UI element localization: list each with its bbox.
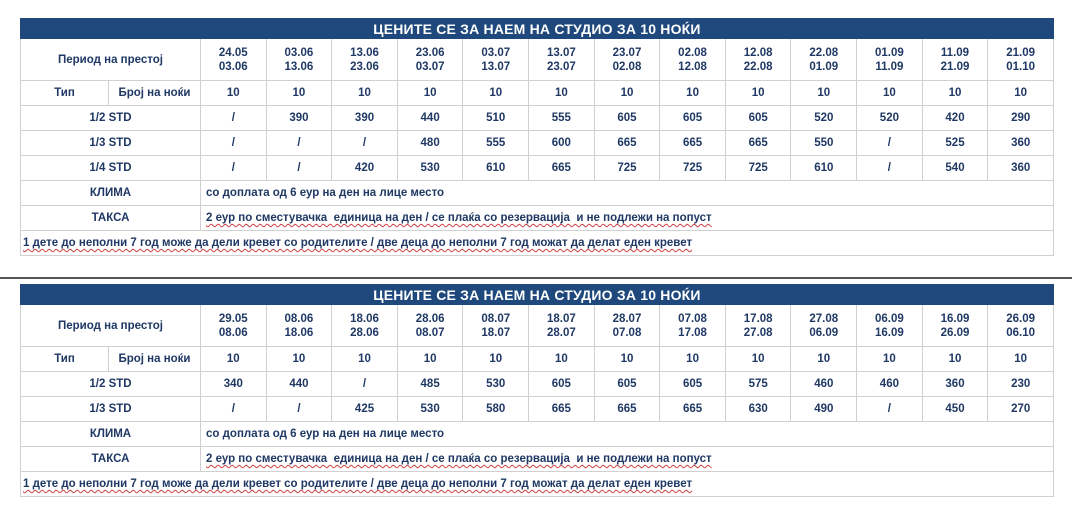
price-cell: 270: [988, 397, 1054, 422]
period-end: 13.06: [284, 60, 314, 73]
price-cell: 665: [725, 131, 791, 156]
price-cell: 485: [397, 372, 463, 397]
price-cell: 605: [529, 372, 595, 397]
period-end: 13.07: [481, 60, 511, 73]
type-label: Тип: [21, 347, 109, 372]
price-cell: 390: [332, 106, 398, 131]
period-end: 28.06: [350, 326, 379, 339]
period-start: 03.06: [284, 46, 314, 59]
period-start: 17.08: [743, 312, 773, 325]
table-title: ЦЕНИТЕ СЕ ЗА НАЕМ НА СТУДИО ЗА 10 НОЌИ: [21, 19, 1054, 39]
period-end: 18.07: [481, 326, 511, 339]
price-cell: 665: [594, 131, 660, 156]
price-cell: 530: [463, 372, 529, 397]
price-cell: 725: [725, 156, 791, 181]
period-cell: [332, 305, 398, 347]
period-end: 11.09: [875, 60, 904, 73]
nights-cell: 10: [660, 347, 726, 372]
period-end: 06.09: [809, 326, 839, 339]
nights-cell: 10: [332, 81, 398, 106]
price-cell: /: [857, 131, 923, 156]
price-cell: 520: [791, 106, 857, 131]
klima-text: со доплата од 6 еур на ден на лице место: [201, 422, 1054, 447]
nights-cell: 10: [791, 347, 857, 372]
period-cell: [266, 305, 332, 347]
price-cell: 230: [988, 372, 1054, 397]
period-cell: [529, 39, 595, 81]
table-title: ЦЕНИТЕ СЕ ЗА НАЕМ НА СТУДИО ЗА 10 НОЌИ: [21, 285, 1054, 305]
period-end: 07.08: [612, 326, 642, 339]
price-cell: 530: [397, 156, 463, 181]
period-start: 28.06: [415, 312, 445, 325]
period-cell: [397, 39, 463, 81]
period-end: 06.10: [1006, 326, 1036, 339]
price-cell: /: [266, 397, 332, 422]
nights-cell: 10: [922, 81, 988, 106]
taksa-text: [201, 206, 1054, 231]
price-cell: 425: [332, 397, 398, 422]
period-end: 01.09: [809, 60, 839, 73]
period-cell: [857, 39, 923, 81]
price-cell: 550: [791, 131, 857, 156]
price-cell: /: [857, 397, 923, 422]
price-cell: 605: [660, 372, 726, 397]
price-table-1: [20, 18, 1054, 256]
price-cell: 360: [922, 372, 988, 397]
period-end: 21.09: [940, 60, 970, 73]
period-cell: [463, 39, 529, 81]
period-end: 01.10: [1006, 60, 1036, 73]
price-cell: 665: [660, 397, 726, 422]
nights-cell: 10: [201, 81, 267, 106]
price-cell: 420: [922, 106, 988, 131]
nights-cell: 10: [397, 81, 463, 106]
nights-cell: 10: [529, 347, 595, 372]
price-cell: 290: [988, 106, 1054, 131]
period-cell: [201, 305, 267, 347]
nights-cell: 10: [988, 81, 1054, 106]
period-end: 22.08: [743, 60, 773, 73]
price-cell: /: [266, 156, 332, 181]
period-end: 12.08: [678, 60, 707, 73]
price-cell: /: [201, 156, 267, 181]
nights-cell: 10: [397, 347, 463, 372]
nights-cell: 10: [594, 347, 660, 372]
nights-cell: 10: [201, 347, 267, 372]
price-cell: 490: [791, 397, 857, 422]
price-cell: 460: [857, 372, 923, 397]
period-end: 26.09: [940, 326, 970, 339]
period-end: 08.06: [218, 326, 248, 339]
period-cell: [988, 305, 1054, 347]
price-cell: 665: [529, 397, 595, 422]
period-end: 03.06: [218, 60, 248, 73]
period-end: 17.08: [678, 326, 707, 339]
period-start: 13.07: [546, 46, 576, 59]
price-cell: 725: [594, 156, 660, 181]
nights-cell: 10: [594, 81, 660, 106]
klima-label: КЛИМА: [21, 181, 201, 206]
nights-label: Број на ноќи: [109, 81, 201, 106]
nights-label: Број на ноќи: [109, 347, 201, 372]
price-cell: 605: [725, 106, 791, 131]
period-end: 23.07: [546, 60, 576, 73]
period-start: 07.08: [678, 312, 707, 325]
period-start: 18.06: [350, 312, 379, 325]
price-cell: 665: [529, 156, 595, 181]
period-start: 02.08: [678, 46, 707, 59]
nights-cell: 10: [725, 81, 791, 106]
period-label: Период на престој: [21, 39, 201, 81]
price-cell: 600: [529, 131, 595, 156]
period-end: 02.08: [612, 60, 642, 73]
period-start: 16.09: [940, 312, 970, 325]
period-start: 26.09: [1006, 312, 1036, 325]
nights-cell: 10: [463, 81, 529, 106]
period-start: 13.06: [350, 46, 379, 59]
price-cell: /: [332, 131, 398, 156]
price-cell: 480: [397, 131, 463, 156]
period-cell: [791, 39, 857, 81]
period-start: 11.09: [940, 46, 970, 59]
price-cell: /: [857, 156, 923, 181]
period-end: 27.08: [743, 326, 773, 339]
price-cell: 610: [463, 156, 529, 181]
price-cell: 580: [463, 397, 529, 422]
price-cell: 360: [988, 156, 1054, 181]
table-row: [21, 372, 1054, 397]
period-end: 03.07: [415, 60, 445, 73]
type-label: Тип: [21, 81, 109, 106]
children-note-text: 1 дете до неполни 7 год може да дели кревет со родителите / две деца до неполни 7 год можат да делат еден кревет: [23, 478, 693, 490]
period-end: 18.06: [284, 326, 314, 339]
period-start: 29.05: [218, 312, 248, 325]
period-cell: [529, 305, 595, 347]
price-cell: 530: [397, 397, 463, 422]
price-cell: 460: [791, 372, 857, 397]
price-cell: 440: [266, 372, 332, 397]
period-cell: [397, 305, 463, 347]
klima-text: со доплата од 6 еур на ден на лице место: [201, 181, 1054, 206]
period-start: 08.06: [284, 312, 314, 325]
price-cell: 555: [529, 106, 595, 131]
period-cell: [857, 305, 923, 347]
period-start: 21.09: [1006, 46, 1036, 59]
taksa-text-span: 2 еур по сместувачка единица на ден / се плаќа со резервација и не подлежи на попуст: [206, 453, 712, 465]
price-cell: 630: [725, 397, 791, 422]
price-cell: 450: [922, 397, 988, 422]
section-divider: [0, 277, 1072, 279]
price-cell: 510: [463, 106, 529, 131]
period-start: 22.08: [809, 46, 839, 59]
price-cell: 520: [857, 106, 923, 131]
taksa-label: ТАКСА: [21, 206, 201, 231]
period-cell: [660, 39, 726, 81]
period-cell: [922, 305, 988, 347]
period-start: 23.07: [612, 46, 642, 59]
table-row: [21, 397, 1054, 422]
period-cell: [988, 39, 1054, 81]
period-start: 01.09: [875, 46, 904, 59]
price-cell: 605: [594, 372, 660, 397]
period-cell: [660, 305, 726, 347]
period-start: 03.07: [481, 46, 511, 59]
price-cell: /: [201, 131, 267, 156]
taksa-text-span: 2 еур по сместувачка единица на ден / се плаќа со резервација и не подлежи на попуст: [206, 212, 712, 224]
period-start: 24.05: [218, 46, 248, 59]
price-cell: 575: [725, 372, 791, 397]
period-cell: [594, 39, 660, 81]
period-end: 08.07: [415, 326, 445, 339]
children-note-text: 1 дете до неполни 7 год може да дели кревет со родителите / две деца до неполни 7 год можат да делат еден кревет: [23, 237, 693, 249]
period-cell: [922, 39, 988, 81]
room-type: 1/2 STD: [21, 106, 201, 131]
period-label: Период на престој: [21, 305, 201, 347]
room-type: 1/4 STD: [21, 156, 201, 181]
children-note: [21, 472, 1054, 497]
period-cell: [725, 305, 791, 347]
period-start: 23.06: [415, 46, 445, 59]
nights-cell: 10: [266, 81, 332, 106]
period-cell: [201, 39, 267, 81]
period-end: 28.07: [546, 326, 576, 339]
price-cell: 440: [397, 106, 463, 131]
period-row: [21, 39, 1054, 81]
nights-cell: 10: [857, 81, 923, 106]
nights-cell: 10: [791, 81, 857, 106]
period-start: 06.09: [875, 312, 904, 325]
price-cell: 525: [922, 131, 988, 156]
price-cell: 610: [791, 156, 857, 181]
price-cell: 540: [922, 156, 988, 181]
nights-cell: 10: [922, 347, 988, 372]
price-cell: 725: [660, 156, 726, 181]
price-cell: /: [201, 397, 267, 422]
period-cell: [791, 305, 857, 347]
table-row: [21, 156, 1054, 181]
nights-cell: 10: [988, 347, 1054, 372]
table-row: [21, 131, 1054, 156]
room-type: 1/3 STD: [21, 397, 201, 422]
klima-label: КЛИМА: [21, 422, 201, 447]
price-cell: 605: [594, 106, 660, 131]
period-cell: [266, 39, 332, 81]
period-start: 08.07: [481, 312, 511, 325]
nights-cell: 10: [266, 347, 332, 372]
period-start: 28.07: [612, 312, 642, 325]
taksa-text: [201, 447, 1054, 472]
price-cell: /: [201, 106, 267, 131]
period-cell: [594, 305, 660, 347]
price-cell: 605: [660, 106, 726, 131]
table-row: [21, 106, 1054, 131]
price-cell: 420: [332, 156, 398, 181]
price-cell: 665: [594, 397, 660, 422]
period-end: 23.06: [350, 60, 379, 73]
price-table-2: [20, 284, 1054, 497]
nights-cell: 10: [725, 347, 791, 372]
period-cell: [725, 39, 791, 81]
period-start: 12.08: [743, 46, 773, 59]
nights-cell: 10: [463, 347, 529, 372]
room-type: 1/3 STD: [21, 131, 201, 156]
period-row: [21, 305, 1054, 347]
period-end: 16.09: [875, 326, 904, 339]
price-cell: 555: [463, 131, 529, 156]
period-start: 27.08: [809, 312, 839, 325]
nights-row: [21, 347, 1054, 372]
nights-cell: 10: [857, 347, 923, 372]
period-cell: [463, 305, 529, 347]
nights-cell: 10: [660, 81, 726, 106]
price-cell: 340: [201, 372, 267, 397]
price-cell: /: [266, 131, 332, 156]
price-cell: 665: [660, 131, 726, 156]
room-type: 1/2 STD: [21, 372, 201, 397]
children-note: [21, 231, 1054, 256]
period-cell: [332, 39, 398, 81]
nights-cell: 10: [332, 347, 398, 372]
nights-row: [21, 81, 1054, 106]
taksa-label: ТАКСА: [21, 447, 201, 472]
nights-cell: 10: [529, 81, 595, 106]
price-cell: 390: [266, 106, 332, 131]
price-cell: /: [332, 372, 398, 397]
price-cell: 360: [988, 131, 1054, 156]
period-start: 18.07: [546, 312, 576, 325]
